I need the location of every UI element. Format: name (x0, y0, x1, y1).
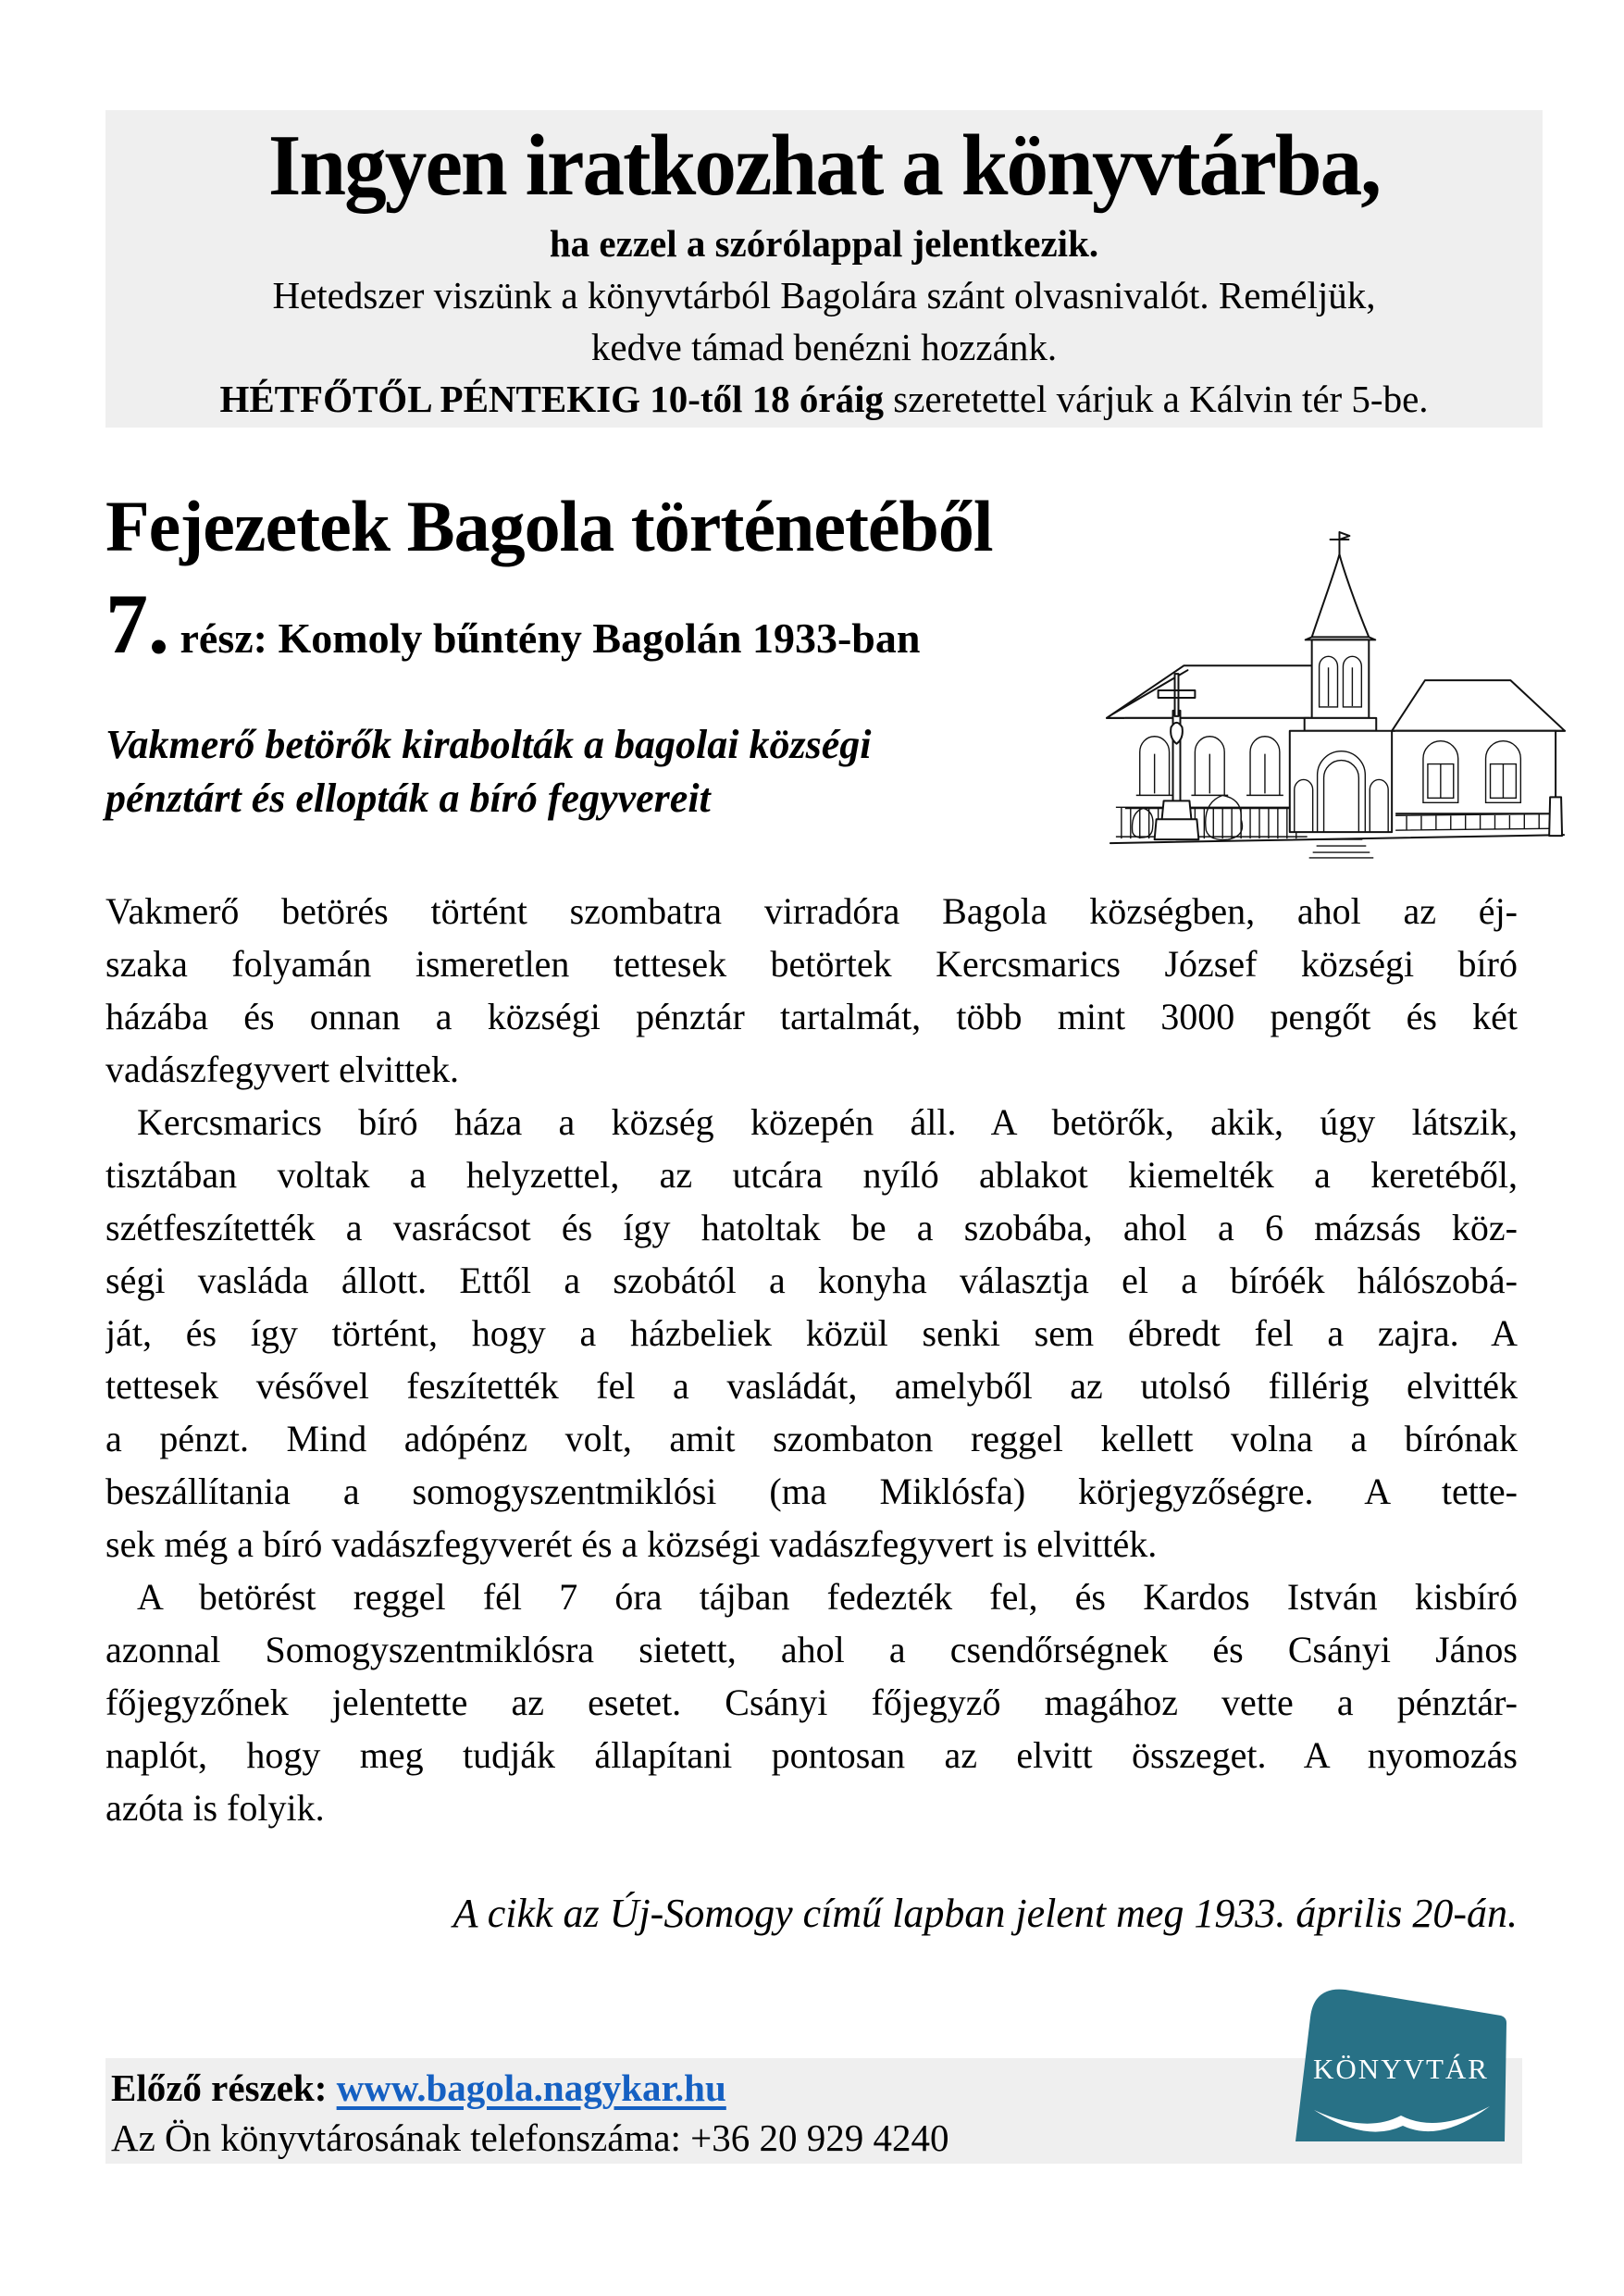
flyer-headline: Ingyen iratkozhat a könyvtárba, (267, 118, 1381, 214)
flyer-subtitle: ha ezzel a szórólappal jelentkezik. (549, 222, 1099, 265)
body-line: beszállítania a somogyszentmiklósi (ma Miklósfa) körjegyzőségre. A tette- (105, 1471, 1518, 1512)
article-lead (105, 718, 1031, 825)
announcement-line-1: Hetedszer viszünk a könyvtárból Bagolára szánt olvasnivalót. Reméljük, (272, 274, 1376, 316)
previous-parts-label: Előző részek: (111, 2066, 337, 2109)
previous-parts-link[interactable]: www.bagola.nagykar.hu (336, 2066, 726, 2109)
body-line: Kercsmarics bíró háza a község közepén áll. A betörők, akik, úgy látszik, (137, 1101, 1518, 1143)
body-line: tisztában voltak a helyzettel, az utcára nyíló ablakot kiemelték a keretéből, (105, 1154, 1518, 1196)
body-line: ségi vasláda állott. Ettől a szobától a konyha választja el a bíróék hálószobá- (105, 1260, 1518, 1301)
librarian-phone-line: Az Ön könyvtárosának telefonszáma: +36 20 929 4240 (111, 2116, 949, 2159)
body-line: ját, és így történt, hogy a házbeliek közül senki sem ébredt fel a zajra. A (105, 1312, 1518, 1354)
series-title: Fejezetek Bagola történetéből (105, 486, 993, 566)
body-line: azóta is folyik. (105, 1787, 325, 1829)
church-illustration (1099, 522, 1573, 874)
opening-hours-rest: szeretettel várjuk a Kálvin tér 5-be. (884, 378, 1429, 420)
source-citation: A cikk az Új-Somogy című lapban jelent meg 1933. április 20-án. (452, 1891, 1518, 1936)
body-line: sek még a bíró vadászfegyverét és a községi vadászfegyvert is elvitték. (105, 1523, 1158, 1565)
body-line: házába és onnan a községi pénztár tartalmát, több mint 3000 pengőt és két (105, 996, 1518, 1037)
body-line: szétfeszítették a vasrácsot és így hatoltak be a szobába, ahol a 6 mázsás köz- (105, 1207, 1518, 1248)
part-line (105, 577, 921, 671)
library-logo-icon (1284, 1975, 1525, 2156)
body-line: A betörést reggel fél 7 óra tájban fedezték fel, és Kardos István kisbíró (137, 1576, 1518, 1618)
body-line: naplót, hogy meg tudják állapítani pontosan az elvitt összeget. A nyomozás (105, 1734, 1518, 1776)
article-lead-line-1: Vakmerő betörők kirabolták a bagolai községi (105, 722, 872, 767)
part-number: 7. (105, 577, 169, 671)
body-line: főjegyzőnek jelentette az esetet. Csányi főjegyző magához vette a pénztár- (105, 1682, 1518, 1723)
body-line: Vakmerő betörés történt szombatra virradóra Bagola községben, ahol az éj- (105, 890, 1518, 932)
part-title: rész: Komoly bűntény Bagolán 1933-ban (169, 614, 921, 662)
library-logo-text: KÖNYVTÁR (1313, 2053, 1489, 2085)
announcement-box (105, 110, 1543, 428)
church-icon (1099, 522, 1573, 874)
body-line: vadászfegyvert elvittek. (105, 1049, 460, 1090)
opening-hours-line (105, 373, 1543, 426)
article-lead-line-2: pénztárt és ellopták a bíró fegyvereit (105, 776, 711, 821)
body-line: azonnal Somogyszentmiklósra sietett, ahol a csendőrségnek és Csányi János (105, 1629, 1518, 1670)
body-line: a pénzt. Mind adópénz volt, amit szombaton reggel kellett volna a bírónak (105, 1418, 1518, 1459)
body-paragraphs (105, 885, 1518, 1834)
body-line: szaka folyamán ismeretlen tettesek betörtek Kercsmarics József községi bíró (105, 943, 1518, 985)
opening-hours-bold: HÉTFŐTŐL PÉNTEKIG 10-től 18 óráig (219, 378, 884, 420)
body-line: tettesek vésővel feszítették fel a vasládát, amelyből az utolsó fillérig elvitték (105, 1365, 1518, 1407)
announcement-line-2: kedve támad benézni hozzánk. (590, 326, 1058, 368)
library-logo (1284, 1975, 1525, 2156)
